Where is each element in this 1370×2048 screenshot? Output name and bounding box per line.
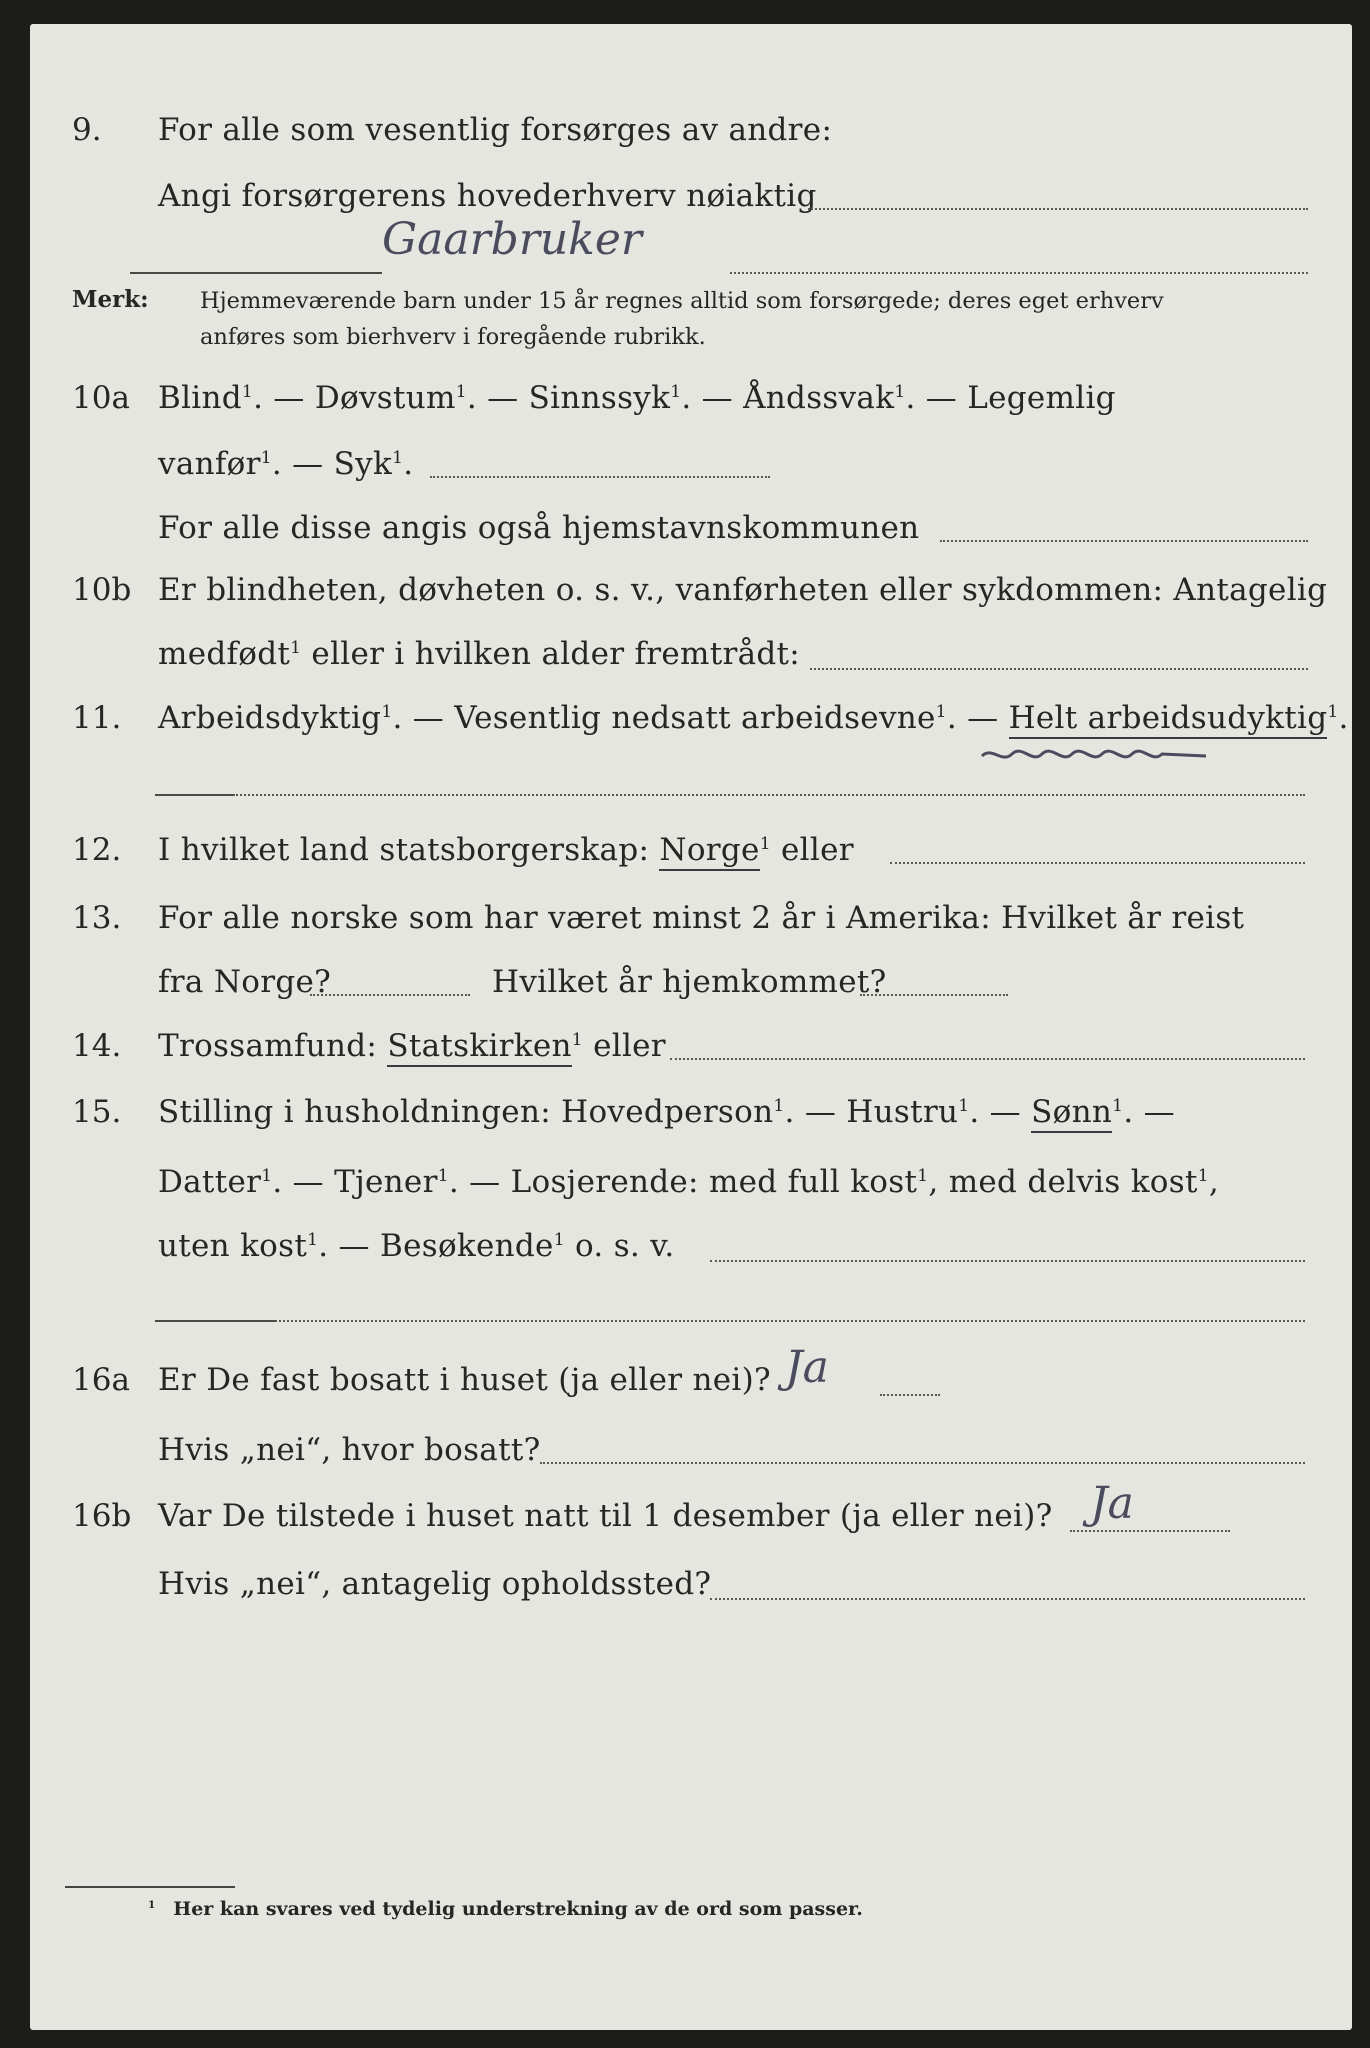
- q9-line2: Angi forsørgerens hovederhverv nøiaktig: [158, 178, 817, 214]
- q9-answer-handwritten: Gaarbruker: [382, 214, 642, 265]
- q12-dotted-line: [890, 862, 1305, 864]
- q10b-line1: Er blindheten, døvheten o. s. v., vanførheten eller sykdommen: Antagelig: [158, 572, 1328, 608]
- q16b-line2-dotted: [710, 1598, 1305, 1600]
- q16a-line1: Er De fast bosatt i huset (ja eller nei)?: [158, 1362, 771, 1398]
- q16b-line2: Hvis „nei“, antagelig opholdssted?: [158, 1566, 712, 1602]
- q11-line1: Arbeidsdyktig$^1$. — Vesentlig nedsatt arbeidsevne$^1$. — Helt arbeidsudyktig$^1$.: [158, 700, 1349, 736]
- q14-dotted-line: [670, 1058, 1305, 1060]
- footnote: $^1$ Her kan svares ved tydelig understrekning av de ord som passer.: [148, 1898, 863, 1920]
- q13-line2-part2: Hvilket år hjemkommet?: [492, 964, 887, 1000]
- q9-dotted-line: [808, 208, 1308, 210]
- q15-line2: Datter$^1$. — Tjener$^1$. — Losjerende: med full kost$^1$, med delvis kost$^1$,: [158, 1164, 1220, 1200]
- q15-line1: Stilling i husholdningen: Hovedperson$^1$. — Hustru$^1$. — Sønn$^1$. —: [158, 1094, 1175, 1130]
- merk-text-line2: anføres som bierhverv i foregående rubrikk.: [200, 324, 706, 350]
- item-number-15: 15.: [72, 1094, 122, 1130]
- item-number-13: 13.: [72, 900, 122, 936]
- q14-selected-answer: Statskirken: [387, 1028, 571, 1067]
- q16a-answer-handwritten: Ja: [785, 1342, 829, 1393]
- q10a-line2: vanfør$^1$. — Syk$^1$.: [158, 446, 414, 482]
- q10a-line3-dotted: [940, 540, 1308, 542]
- item-number-16b: 16b: [72, 1498, 132, 1534]
- q9-answer-dotted-line: [730, 272, 1308, 274]
- item-number-10b: 10b: [72, 572, 132, 608]
- q13-line1: For alle norske som har været minst 2 år i Amerika: Hvilket år reist: [158, 900, 1245, 936]
- census-form-page: [30, 24, 1352, 2030]
- q9-line1: For alle som vesentlig forsørges av andre:: [158, 112, 833, 148]
- item-number-10a: 10a: [72, 380, 130, 416]
- merk-text-line1: Hjemmeværende barn under 15 år regnes alltid som forsørgede; deres eget erhverv: [200, 288, 1164, 314]
- item-number-12: 12.: [72, 832, 122, 868]
- q13-line2-part1: fra Norge?: [158, 964, 332, 1000]
- q11-handwritten-underline: [980, 742, 1210, 768]
- item-number-16a: 16a: [72, 1362, 130, 1398]
- q13-dotted-line-1: [310, 994, 470, 996]
- q15-selected-answer: Sønn: [1031, 1094, 1112, 1133]
- q10b-line2: medfødt$^1$ eller i hvilken alder fremtrådt:: [158, 636, 801, 672]
- q11-selected-answer: Helt arbeidsudyktig: [1009, 700, 1328, 739]
- q16a-dotted-line: [880, 1394, 940, 1396]
- q10a-line3: For alle disse angis også hjemstavnskommunen: [158, 510, 920, 546]
- q16a-line2-dotted: [540, 1462, 1305, 1464]
- q16b-line1: Var De tilstede i huset natt til 1 desember (ja eller nei)?: [158, 1498, 1053, 1534]
- q16a-line2: Hvis „nei“, hvor bosatt?: [158, 1432, 541, 1468]
- item-number-14: 14.: [72, 1028, 122, 1064]
- q10a-dotted-line: [430, 476, 770, 478]
- q12-selected-answer: Norge: [659, 832, 759, 871]
- q11-short-line: [155, 794, 233, 796]
- q10b-dotted-line: [810, 668, 1308, 670]
- q13-dotted-line-2: [860, 994, 1008, 996]
- merk-label: Merk:: [72, 286, 149, 313]
- q9-underline-lead: [130, 272, 382, 274]
- item-number-9: 9.: [72, 112, 102, 148]
- q15-short-line: [155, 1320, 275, 1322]
- footnote-rule: [65, 1886, 235, 1888]
- q14-line1: Trossamfund: Statskirken$^1$ eller: [158, 1028, 666, 1064]
- q16b-answer-handwritten: Ja: [1090, 1478, 1134, 1529]
- q11-dotted-line: [233, 794, 1305, 796]
- q15-dotted-line-2: [275, 1320, 1305, 1322]
- q10a-line1: Blind$^1$. — Døvstum$^1$. — Sinnssyk$^1$. — Åndssvak$^1$. — Legemlig: [158, 380, 1116, 416]
- q15-line3: uten kost$^1$. — Besøkende$^1$ o. s. v.: [158, 1228, 675, 1264]
- item-number-11: 11.: [72, 700, 122, 736]
- q12-line1: I hvilket land statsborgerskap: Norge$^1$ eller: [158, 832, 854, 868]
- q15-dotted-line: [710, 1260, 1305, 1262]
- q16b-dotted-line: [1070, 1530, 1230, 1532]
